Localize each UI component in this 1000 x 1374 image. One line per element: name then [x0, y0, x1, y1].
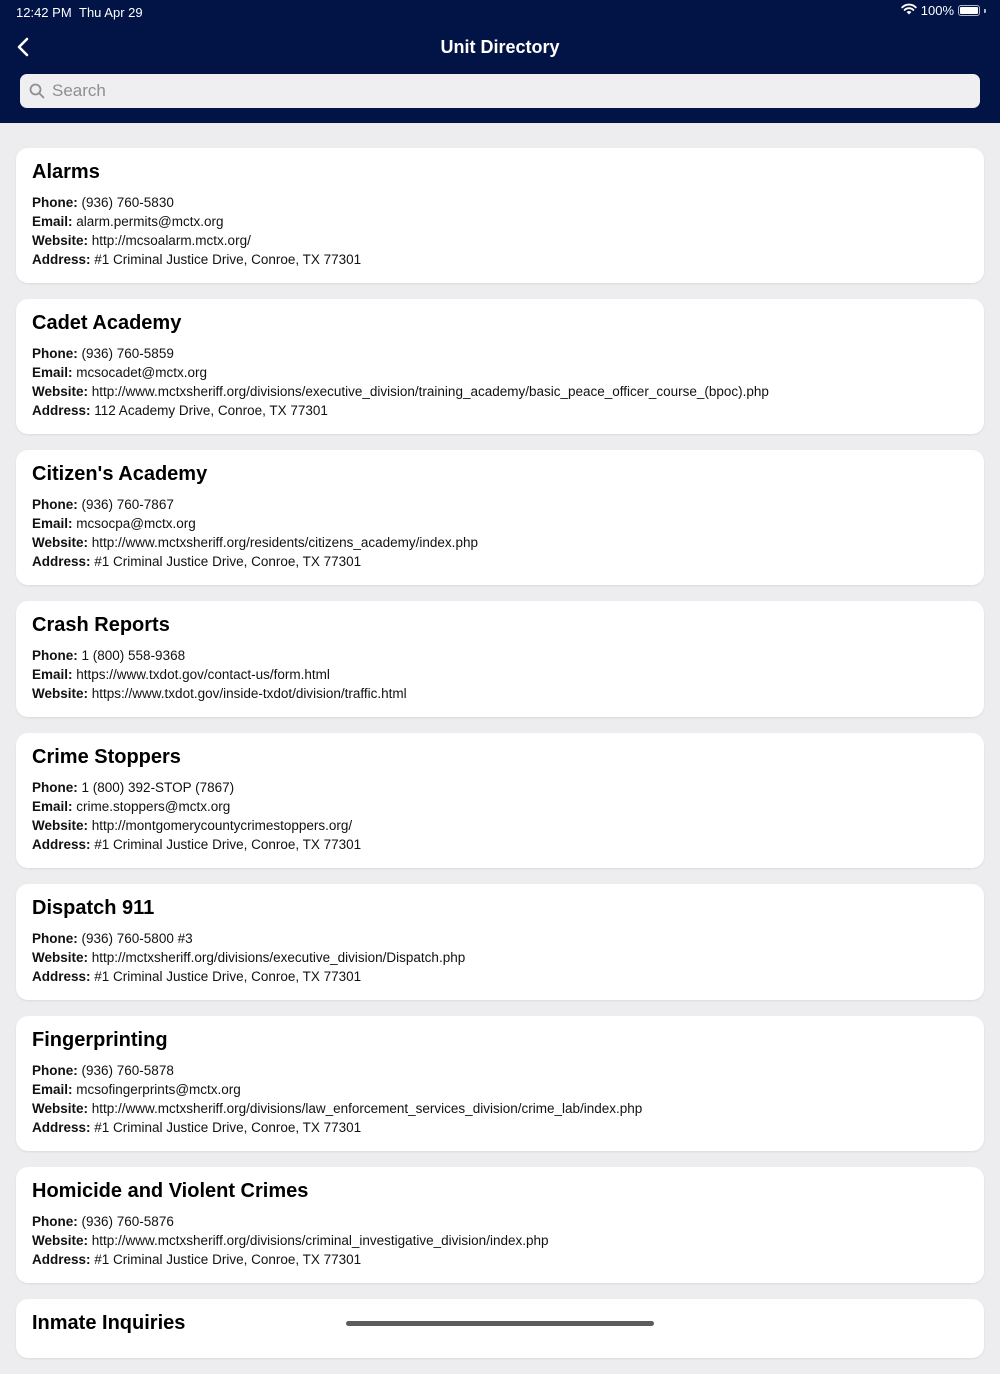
unit-website-label: Website: — [32, 1233, 89, 1248]
unit-phone-label: Phone: — [32, 931, 78, 946]
unit-card[interactable] — [16, 450, 984, 585]
unit-phone-label: Phone: — [32, 346, 78, 361]
unit-email-line — [32, 665, 968, 684]
unit-address-line — [32, 835, 968, 854]
unit-list — [16, 148, 984, 1374]
unit-phone-value[interactable]: (936) 760-5859 — [81, 346, 174, 361]
unit-website-line — [32, 533, 968, 552]
unit-address-label: Address: — [32, 403, 91, 418]
status-time: 12:42 PM — [16, 5, 72, 20]
unit-email-value[interactable]: alarm.permits@mctx.org — [76, 214, 224, 229]
unit-address-value: #1 Criminal Justice Drive, Conroe, TX 77301 — [94, 1120, 362, 1135]
unit-card[interactable] — [16, 1016, 984, 1151]
unit-card[interactable] — [16, 884, 984, 1000]
unit-website-label: Website: — [32, 686, 89, 701]
unit-website-line — [32, 948, 968, 967]
unit-name: Alarms — [32, 161, 100, 183]
home-indicator — [346, 1321, 654, 1326]
unit-name: Dispatch 911 — [32, 897, 155, 919]
unit-address-line — [32, 1250, 968, 1269]
unit-phone-label: Phone: — [32, 780, 78, 795]
unit-address-label: Address: — [32, 969, 91, 984]
unit-card[interactable] — [16, 299, 984, 434]
battery-tip — [984, 9, 986, 13]
unit-phone-line — [32, 193, 968, 212]
nav-bar — [0, 28, 1000, 68]
status-date: Thu Apr 29 — [79, 5, 143, 20]
search-icon — [28, 82, 46, 100]
unit-phone-value[interactable]: (936) 760-5800 #3 — [81, 931, 193, 946]
unit-card[interactable] — [16, 148, 984, 283]
search-input[interactable] — [50, 75, 954, 107]
unit-email-value[interactable]: mcsofingerprints@mctx.org — [76, 1082, 241, 1097]
unit-website-line — [32, 1099, 968, 1118]
unit-phone-label: Phone: — [32, 195, 78, 210]
unit-email-line — [32, 797, 968, 816]
unit-email-value[interactable]: crime.stoppers@mctx.org — [76, 799, 231, 814]
unit-phone-label: Phone: — [32, 648, 78, 663]
unit-address-label: Address: — [32, 252, 91, 267]
unit-address-line — [32, 401, 968, 420]
unit-address-line — [32, 967, 968, 986]
unit-phone-value[interactable]: (936) 760-5878 — [81, 1063, 174, 1078]
unit-phone-value[interactable]: 1 (800) 558-9368 — [81, 648, 186, 663]
unit-address-label: Address: — [32, 1120, 91, 1135]
unit-email-label: Email: — [32, 799, 73, 814]
status-indicators — [901, 3, 986, 18]
unit-phone-line — [32, 344, 968, 363]
unit-website-label: Website: — [32, 233, 89, 248]
page-title: Unit Directory — [440, 37, 560, 57]
unit-phone-line — [32, 1061, 968, 1080]
unit-website-value[interactable]: http://mcsoalarm.mctx.org/ — [91, 233, 251, 248]
status-bar — [0, 0, 1000, 24]
unit-phone-line — [32, 495, 968, 514]
unit-name: Cadet Academy — [32, 312, 182, 334]
unit-address-value: #1 Criminal Justice Drive, Conroe, TX 77301 — [94, 1252, 362, 1267]
unit-website-line — [32, 684, 968, 703]
unit-website-label: Website: — [32, 535, 89, 550]
unit-address-label: Address: — [32, 1252, 91, 1267]
unit-phone-value[interactable]: (936) 760-5830 — [81, 195, 174, 210]
unit-name: Homicide and Violent Crimes — [32, 1180, 309, 1202]
unit-email-line — [32, 1080, 968, 1099]
unit-email-label: Email: — [32, 667, 73, 682]
unit-phone-value[interactable]: 1 (800) 392-STOP (7867) — [81, 780, 235, 795]
unit-address-label: Address: — [32, 554, 91, 569]
unit-phone-line — [32, 929, 968, 948]
unit-website-label: Website: — [32, 384, 89, 399]
unit-website-value[interactable]: http://montgomerycountycrimestoppers.org/ — [91, 818, 353, 833]
unit-website-value[interactable]: http://www.mctxsheriff.org/divisions/executive_division/training_academy/basic_peace_officer_course_(bpoc).php — [91, 384, 769, 399]
unit-website-label: Website: — [32, 1101, 89, 1116]
unit-website-line — [32, 382, 968, 401]
unit-website-value[interactable]: http://www.mctxsheriff.org/residents/citizens_academy/index.php — [91, 535, 478, 550]
unit-website-value[interactable]: http://www.mctxsheriff.org/divisions/criminal_investigative_division/index.php — [91, 1233, 549, 1248]
unit-address-value: #1 Criminal Justice Drive, Conroe, TX 77301 — [94, 969, 362, 984]
unit-website-value[interactable]: http://www.mctxsheriff.org/divisions/law_enforcement_services_division/crime_lab/index.php — [91, 1101, 643, 1116]
header — [0, 0, 1000, 123]
unit-address-line — [32, 250, 968, 269]
unit-email-line — [32, 514, 968, 533]
unit-address-line — [32, 552, 968, 571]
unit-phone-value[interactable]: (936) 760-5876 — [81, 1214, 174, 1229]
unit-email-value[interactable]: https://www.txdot.gov/contact-us/form.html — [76, 667, 330, 682]
unit-card[interactable] — [16, 1167, 984, 1283]
unit-email-label: Email: — [32, 365, 73, 380]
unit-address-value: #1 Criminal Justice Drive, Conroe, TX 77301 — [94, 252, 362, 267]
unit-website-line — [32, 816, 968, 835]
unit-website-value[interactable]: https://www.txdot.gov/inside-txdot/division/traffic.html — [91, 686, 407, 701]
unit-phone-label: Phone: — [32, 1063, 78, 1078]
unit-address-label: Address: — [32, 837, 91, 852]
unit-card[interactable] — [16, 1299, 984, 1358]
unit-email-line — [32, 212, 968, 231]
unit-email-label: Email: — [32, 1082, 73, 1097]
unit-name: Inmate Inquiries — [32, 1312, 186, 1334]
unit-card[interactable] — [16, 601, 984, 717]
unit-phone-value[interactable]: (936) 760-7867 — [81, 497, 174, 512]
search-bar[interactable] — [20, 74, 980, 108]
unit-address-value: 112 Academy Drive, Conroe, TX 77301 — [94, 403, 328, 418]
unit-name: Fingerprinting — [32, 1029, 168, 1051]
unit-phone-line — [32, 778, 968, 797]
unit-website-line — [32, 1231, 968, 1250]
wifi-icon — [901, 3, 917, 18]
unit-address-value: #1 Criminal Justice Drive, Conroe, TX 77301 — [94, 837, 362, 852]
unit-phone-line — [32, 646, 968, 665]
unit-address-value: #1 Criminal Justice Drive, Conroe, TX 77301 — [94, 554, 362, 569]
unit-website-label: Website: — [32, 950, 89, 965]
unit-address-line — [32, 1118, 968, 1137]
unit-phone-line — [32, 1212, 968, 1231]
battery-percent: 100% — [920, 3, 954, 18]
unit-name: Crime Stoppers — [32, 746, 181, 768]
unit-email-value[interactable]: mcsocadet@mctx.org — [76, 365, 208, 380]
unit-phone-label: Phone: — [32, 1214, 78, 1229]
unit-email-value[interactable]: mcsocpa@mctx.org — [76, 516, 196, 531]
unit-website-value[interactable]: http://mctxsheriff.org/divisions/executive_division/Dispatch.php — [91, 950, 466, 965]
battery-icon — [958, 5, 980, 16]
unit-name: Citizen's Academy — [32, 463, 208, 485]
unit-name: Crash Reports — [32, 614, 170, 636]
unit-email-label: Email: — [32, 516, 73, 531]
unit-card[interactable] — [16, 733, 984, 868]
unit-email-line — [32, 363, 968, 382]
unit-phone-label: Phone: — [32, 497, 78, 512]
unit-website-label: Website: — [32, 818, 89, 833]
unit-email-label: Email: — [32, 214, 73, 229]
unit-website-line — [32, 231, 968, 250]
